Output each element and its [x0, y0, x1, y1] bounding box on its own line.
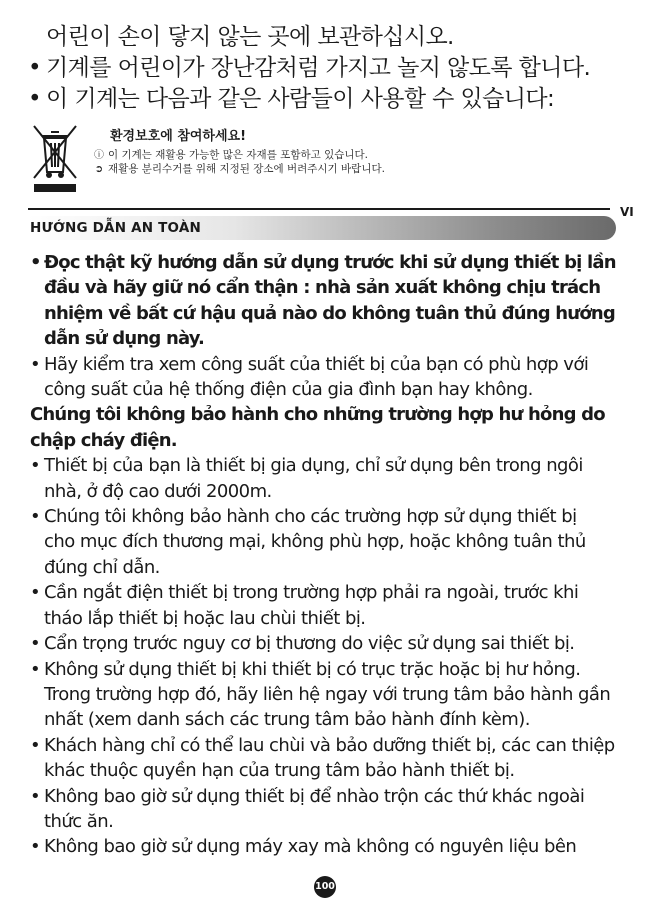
- instruction-text: Thiết bị của bạn là thiết bị gia dụng, chỉ sử dụng bên trong ngôi: [44, 455, 583, 477]
- instruction-text: Không sử dụng thiết bị khi thiết bị có trục trặc hoặc bị hư hỏng.: [44, 658, 581, 680]
- instruction-text: Không bao giờ sử dụng máy xay mà không có nguyên liệu bên: [44, 836, 577, 858]
- instruction-text: Chúng tôi không bảo hành cho các trường hợp sử dụng thiết bị: [44, 506, 577, 528]
- page-number: 100: [314, 876, 336, 898]
- instruction-text: Hãy kiểm tra xem công suất của thiết bị của bạn có phù hợp với: [44, 353, 589, 375]
- bullet: •: [30, 836, 41, 858]
- instruction-text: Không bao giờ sử dụng thiết bị để nhào trộn các thứ khác ngoài: [44, 785, 585, 807]
- instruction-text: Khách hàng chỉ có thể lau chùi và bảo dưỡng thiết bị, các can thiệp: [44, 734, 615, 756]
- instruction-line: nhà, ở độ cao dưới 2000m.: [44, 480, 272, 502]
- info-icon: ⓘ: [94, 150, 104, 161]
- korean-line-1: 어린이 손이 닿지 않는 곳에 보관하십시오.: [46, 24, 454, 50]
- environment-notice: [30, 122, 620, 197]
- instruction-line: khác thuộc quyền hạn của trung tâm bảo hành thiết bị.: [44, 760, 515, 782]
- korean-line-3: [28, 84, 628, 115]
- instruction-line: [30, 453, 630, 478]
- bullet: •: [30, 252, 41, 273]
- bullet: •: [30, 353, 41, 375]
- instruction-text: Cần ngắt điện thiết bị trong trường hợp phải ra ngoài, trước khi: [44, 582, 579, 604]
- instruction-line: Trong trường hợp đó, hãy liên hệ ngay với trung tâm bảo hành gần: [44, 683, 611, 705]
- instruction-text: Đọc thật kỹ hướng dẫn sử dụng trước khi sử dụng thiết bị lần: [44, 252, 616, 273]
- instruction-line: tháo lắp thiết bị hoặc lau chùi thiết bị.: [44, 607, 366, 629]
- safety-instructions: [30, 250, 630, 860]
- bullet: •: [30, 658, 41, 680]
- instruction-line: nhiệm về bất cứ hậu quả nào do không tuân thủ đúng hướng: [44, 302, 615, 324]
- instruction-line: [30, 352, 630, 377]
- language-code: VI: [620, 205, 634, 219]
- crossed-bin-icon: [30, 122, 80, 194]
- bullet: •: [28, 86, 41, 112]
- instruction-line: thức ăn.: [44, 810, 114, 832]
- instruction-line: [30, 657, 630, 682]
- warranty-note: Chúng tôi không bảo hành cho những trường hợp hư hỏng do: [30, 404, 605, 426]
- eco-line-1-text: 이 기계는 재활용 가능한 많은 자재를 포함하고 있습니다.: [108, 149, 368, 161]
- bullet: •: [30, 785, 41, 807]
- bullet: •: [30, 734, 41, 756]
- instruction-line: [30, 631, 630, 656]
- instruction-line: nhất (xem danh sách các trung tâm bảo hành đính kèm).: [44, 709, 530, 731]
- instruction-text: Cẩn trọng trước nguy cơ bị thương do việc sử dụng sai thiết bị.: [44, 633, 575, 655]
- eco-line-1: [90, 146, 368, 162]
- instruction-line: [30, 733, 630, 758]
- section-header: [28, 216, 616, 240]
- bullet: •: [30, 506, 41, 528]
- instruction-line: cho mục đích thương mại, không phù hợp, hoặc không tuân thủ: [44, 531, 586, 553]
- instruction-line: [30, 250, 630, 275]
- arrow-icon: ➲: [94, 164, 104, 175]
- instruction-line: đầu và hãy giữ nó cẩn thận : nhà sản xuất không chịu trách: [44, 277, 601, 299]
- instruction-line: đúng chỉ dẫn.: [44, 556, 160, 578]
- instruction-line: [30, 784, 630, 809]
- instruction-line: [30, 504, 630, 529]
- divider-line: [28, 208, 610, 210]
- bullet: •: [30, 582, 41, 604]
- korean-line-3-text: 이 기계는 다음과 같은 사람들이 사용할 수 있습니다:: [46, 86, 555, 112]
- bullet: •: [30, 455, 41, 477]
- section-title: HƯỚNG DẪN AN TOÀN: [30, 220, 202, 236]
- instruction-line: công suất của hệ thống điện của gia đình bạn hay không.: [44, 379, 533, 401]
- instruction-line: [30, 834, 630, 859]
- warranty-note: chập cháy điện.: [30, 429, 177, 451]
- instruction-line: dẫn sử dụng này.: [44, 328, 205, 350]
- bullet: •: [28, 55, 41, 81]
- eco-line-2: [90, 161, 385, 176]
- korean-line-2-text: 기계를 어린이가 장난감처럼 가지고 놀지 않도록 합니다.: [46, 55, 591, 81]
- korean-line-2: [28, 53, 628, 84]
- instruction-line: [30, 580, 630, 605]
- bullet: •: [30, 633, 41, 655]
- eco-line-2-text: 재활용 분리수거를 위해 지정된 장소에 버려주시기 바랍니다.: [108, 163, 385, 175]
- eco-title: 환경보호에 참여하세요!: [110, 129, 247, 144]
- korean-instructions: [28, 22, 628, 115]
